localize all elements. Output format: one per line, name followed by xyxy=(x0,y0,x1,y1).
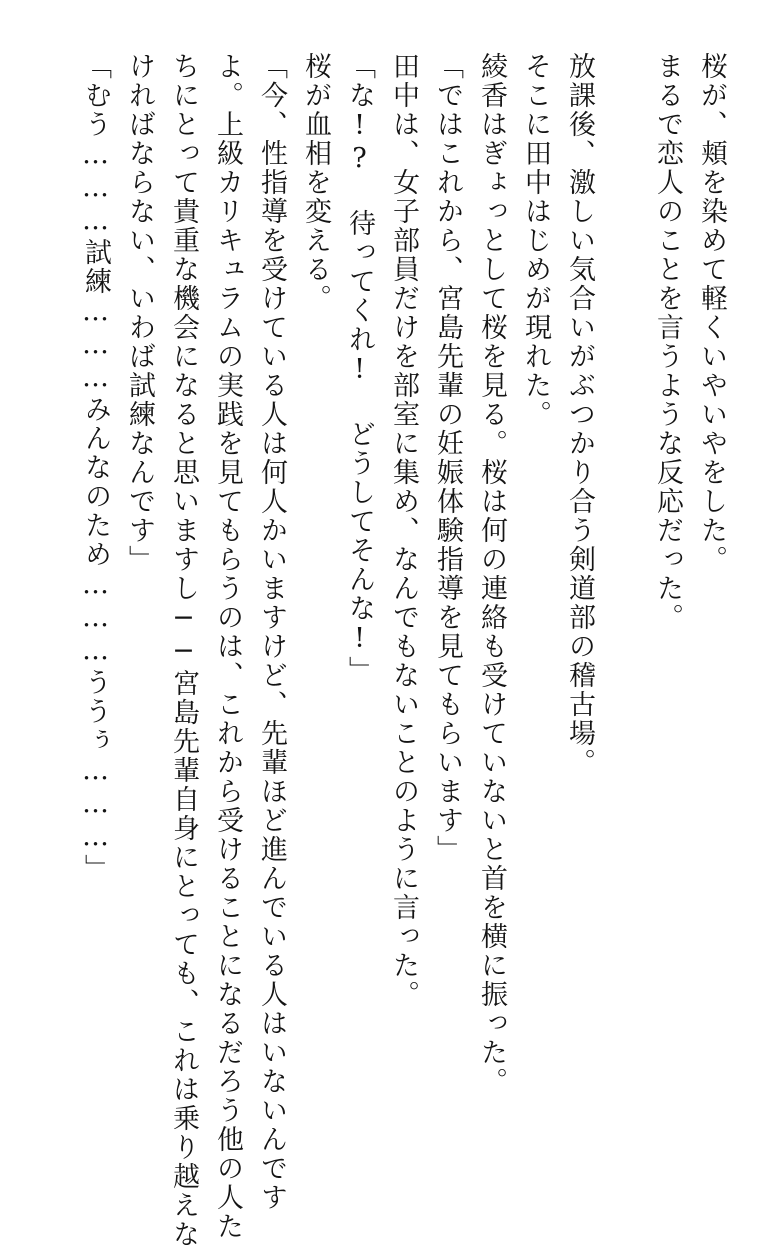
text-line: 桜が血相を変える。 xyxy=(300,52,331,313)
text-line: 田中は、女子部員だけを部室に集め、なんでもないことのように言った。 xyxy=(388,52,419,1009)
text-line: ちにとって貴重な機会になると思いますし──宮島先輩自身にとっても、これは乗り越えな xyxy=(168,52,199,1249)
text-line: よ。上級カリキュラムの実践を見てもらうのは、これから受けることになるだろう他の人た xyxy=(212,52,243,1241)
text-line: 「今、性指導を受けている人は何人かいますけど、先輩ほど進んでいる人はいないんです xyxy=(256,52,287,1212)
text-line: 「むう………試練………みんなのため………ううぅ………」 xyxy=(80,52,111,883)
text-line: 放課後、激しい気合いがぶつかり合う剣道部の稽古場。 xyxy=(564,52,595,777)
text-line: 桜が、頬を染めて軽くいやいやをした。 xyxy=(696,52,727,574)
text-line xyxy=(606,52,640,1052)
text-line: そこに田中はじめが現れた。 xyxy=(520,52,551,429)
text-line: 「な!? 待ってくれ! どうしてそんな!」 xyxy=(344,52,375,685)
text-line: 綾香はぎょっとして桜を見る。桜は何の連絡も受けていないと首を横に振った。 xyxy=(476,52,507,1096)
text-line: 「ではこれから、宮島先輩の妊娠体験指導を見てもらいます」 xyxy=(432,52,463,864)
text-line: ければならない、いわば試練なんです」 xyxy=(124,52,155,574)
text-line: まるで恋人のことを言うような反応だった。 xyxy=(652,52,683,632)
